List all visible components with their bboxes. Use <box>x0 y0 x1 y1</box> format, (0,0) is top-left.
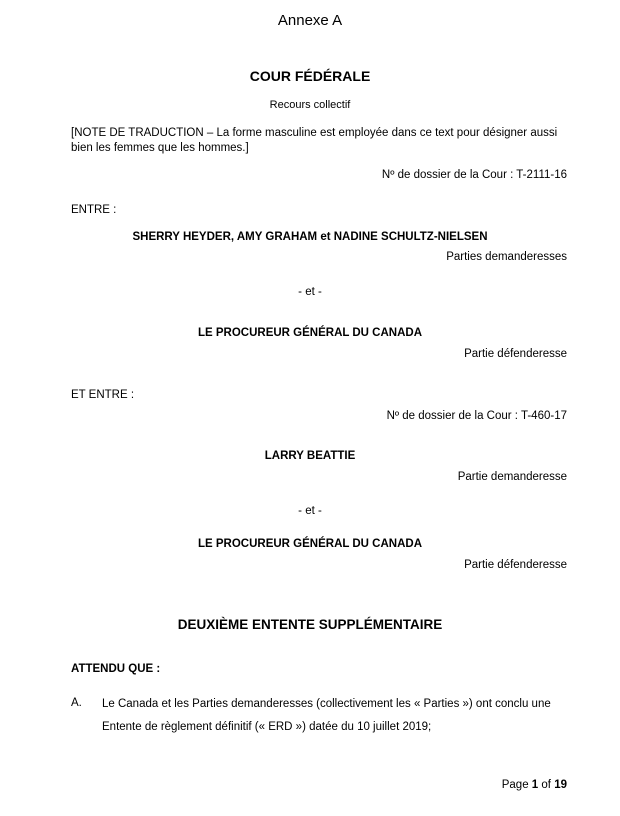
page-word: Page <box>501 779 529 791</box>
agreement-title: DEUXIÈME ENTENTE SUPPLÉMENTAIRE <box>177 617 443 632</box>
page-number: 1 <box>531 779 539 791</box>
case2-between: ET ENTRE : <box>71 389 135 401</box>
page-total: 19 <box>554 779 567 791</box>
case1-defendant-role: Partie défenderesse <box>464 348 567 360</box>
court-name: COUR FÉDÉRALE <box>249 68 371 84</box>
case2-file-number: Nº de dossier de la Cour : T-460-17 <box>386 410 567 422</box>
page-footer <box>502 779 567 791</box>
translation-note: [NOTE DE TRADUCTION – La forme masculine est employée dans ce text pour désigner aussi bien les femmes que les hommes.] <box>71 127 558 154</box>
case2-defendant-role: Partie défenderesse <box>464 559 567 571</box>
case2-defendant: LE PROCUREUR GÉNÉRAL DU CANADA <box>197 538 423 550</box>
case1-and: - et - <box>298 286 322 298</box>
of-word: of <box>541 779 551 791</box>
case1-plaintiffs: SHERRY HEYDER, AMY GRAHAM et NADINE SCHULTZ-NIELSEN <box>132 231 488 243</box>
case1-file-number: Nº de dossier de la Cour : T-2111-16 <box>381 169 567 181</box>
case2-plaintiff: LARRY BEATTIE <box>264 450 356 462</box>
case1-defendant: LE PROCUREUR GÉNÉRAL DU CANADA <box>197 327 423 339</box>
case1-plaintiffs-role: Parties demanderesses <box>446 251 567 263</box>
paragraph-text: Le Canada et les Parties demanderesses (collectivement les « Parties ») ont conclu une Entente de règlement définitif (« ERD ») datée du 10 juillet 2019; <box>102 698 551 733</box>
whereas-heading: ATTENDU QUE : <box>71 663 161 675</box>
case2-and: - et - <box>298 505 322 517</box>
case2-plaintiff-role: Partie demanderesse <box>457 471 567 483</box>
court-subtitle: Recours collectif <box>269 99 351 111</box>
case1-between: ENTRE : <box>71 204 117 216</box>
annex-heading: Annexe A <box>277 12 343 29</box>
paragraph-label: A. <box>71 697 82 709</box>
